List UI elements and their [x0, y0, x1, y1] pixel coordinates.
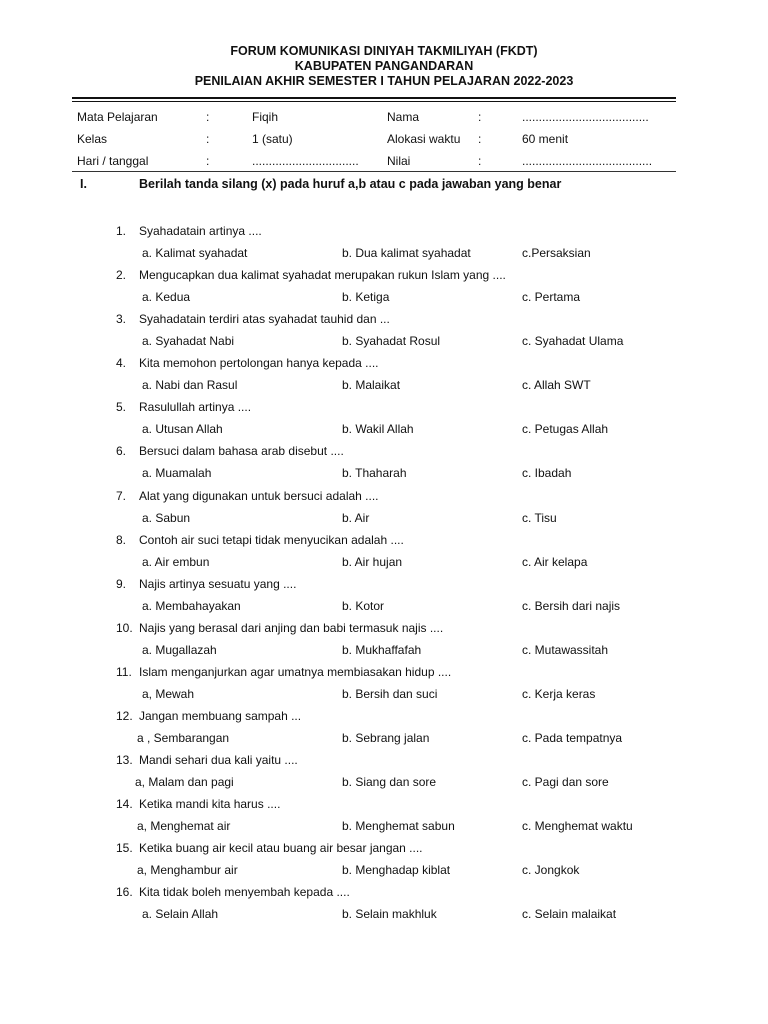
option-c[interactable]: c. Tisu — [522, 511, 557, 525]
exam-title: PENILAIAN AKHIR SEMESTER I TAHUN PELAJARAN 2022-2023 — [194, 74, 574, 88]
option-b[interactable]: b. Syahadat Rosul — [342, 334, 441, 348]
option-a[interactable]: a , Sembarangan — [137, 731, 230, 745]
question-item — [0, 753, 768, 797]
score-field[interactable]: ....................................... — [522, 154, 653, 168]
question-number: 12. — [116, 709, 133, 723]
question-item — [0, 312, 768, 356]
option-b[interactable]: b. Sebrang jalan — [342, 731, 430, 745]
question-text: Syahadatain terdiri atas syahadat tauhid dan ... — [139, 312, 390, 326]
option-a[interactable]: a. Air embun — [142, 555, 210, 569]
option-c[interactable]: c. Pagi dan sore — [522, 775, 609, 789]
question-text: Mengucapkan dua kalimat syahadat merupakan rukun Islam yang .... — [139, 268, 506, 282]
question-item — [0, 885, 768, 929]
class-colon: : — [206, 132, 210, 146]
question-text: Kita memohon pertolongan hanya kepada .... — [139, 356, 379, 370]
name-field[interactable]: ...................................... — [522, 110, 649, 124]
option-c[interactable]: c. Petugas Allah — [522, 422, 609, 436]
question-text: Jangan membuang sampah ... — [139, 709, 302, 723]
question-item — [0, 621, 768, 665]
option-c[interactable]: c. Air kelapa — [522, 555, 588, 569]
exam-header — [0, 44, 768, 89]
score-label: Nilai — [387, 154, 411, 168]
option-c[interactable]: c. Menghemat waktu — [522, 819, 633, 833]
option-b[interactable]: b. Dua kalimat syahadat — [342, 246, 471, 260]
option-c[interactable]: c. Pertama — [522, 290, 581, 304]
question-text: Islam menganjurkan agar umatnya membiasakan hidup .... — [139, 665, 452, 679]
question-text: Bersuci dalam bahasa arab disebut .... — [139, 444, 344, 458]
date-colon: : — [206, 154, 210, 168]
question-number: 6. — [116, 444, 127, 458]
option-a[interactable]: a. Sabun — [142, 511, 191, 525]
question-item — [0, 533, 768, 577]
question-number: 16. — [116, 885, 133, 899]
question-item — [0, 356, 768, 400]
option-a[interactable]: a. Kalimat syahadat — [142, 246, 248, 260]
option-a[interactable]: a. Nabi dan Rasul — [142, 378, 238, 392]
time-allocation-value: 60 menit — [522, 132, 569, 146]
question-number: 7. — [116, 489, 127, 503]
option-b[interactable]: b. Bersih dan suci — [342, 687, 438, 701]
option-b[interactable]: b. Air hujan — [342, 555, 403, 569]
question-item — [0, 841, 768, 885]
question-item — [0, 665, 768, 709]
option-b[interactable]: b. Malaikat — [342, 378, 401, 392]
section-instruction: Berilah tanda silang (x) pada huruf a,b atau c pada jawaban yang benar — [139, 177, 562, 191]
info-divider — [72, 171, 676, 172]
option-b[interactable]: b. Wakil Allah — [342, 422, 414, 436]
option-a[interactable]: a, Menghemat air — [137, 819, 231, 833]
question-number: 11. — [116, 665, 132, 679]
option-a[interactable]: a. Mugallazah — [142, 643, 217, 657]
subject-label: Mata Pelajaran — [77, 110, 158, 124]
option-c[interactable]: c. Kerja keras — [522, 687, 596, 701]
question-text: Najis artinya sesuatu yang .... — [139, 577, 297, 591]
question-item — [0, 444, 768, 488]
option-b[interactable]: b. Siang dan sore — [342, 775, 437, 789]
option-a[interactable]: a. Kedua — [142, 290, 191, 304]
question-item — [0, 400, 768, 444]
option-c[interactable]: c.Persaksian — [522, 246, 591, 260]
option-c[interactable]: c. Pada tempatnya — [522, 731, 623, 745]
subject-colon: : — [206, 110, 210, 124]
option-c[interactable]: c. Bersih dari najis — [522, 599, 621, 613]
question-text: Syahadatain artinya .... — [139, 224, 262, 238]
option-a[interactable]: a, Mewah — [142, 687, 195, 701]
question-text: Alat yang digunakan untuk bersuci adalah .... — [139, 489, 379, 503]
section-number: I. — [80, 177, 87, 191]
option-b[interactable]: b. Kotor — [342, 599, 385, 613]
question-number: 15. — [116, 841, 133, 855]
option-b[interactable]: b. Thaharah — [342, 466, 407, 480]
name-colon: : — [478, 110, 482, 124]
question-text: Mandi sehari dua kali yaitu .... — [139, 753, 298, 767]
option-a[interactable]: a. Utusan Allah — [142, 422, 223, 436]
option-a[interactable]: a, Menghambur air — [137, 863, 238, 877]
info-row-class — [0, 132, 768, 152]
header-divider-thick — [72, 97, 676, 99]
option-c[interactable]: c. Selain malaikat — [522, 907, 617, 921]
question-text: Contoh air suci tetapi tidak menyucikan adalah .... — [139, 533, 404, 547]
question-number: 8. — [116, 533, 127, 547]
question-text: Ketika mandi kita harus .... — [139, 797, 281, 811]
option-c[interactable]: c. Jongkok — [522, 863, 580, 877]
option-b[interactable]: b. Selain makhluk — [342, 907, 437, 921]
header-divider-thin — [72, 101, 676, 102]
question-number: 5. — [116, 400, 127, 414]
option-c[interactable]: c. Ibadah — [522, 466, 572, 480]
option-a[interactable]: a. Muamalah — [142, 466, 212, 480]
question-number: 1. — [116, 224, 127, 238]
regency-title: KABUPATEN PANGANDARAN — [294, 59, 474, 73]
time-allocation-colon: : — [478, 132, 482, 146]
question-item — [0, 268, 768, 312]
date-label: Hari / tanggal — [77, 154, 149, 168]
option-a[interactable]: a, Malam dan pagi — [135, 775, 234, 789]
question-item — [0, 489, 768, 533]
question-number: 14. — [116, 797, 133, 811]
name-label: Nama — [387, 110, 420, 124]
time-allocation-label: Alokasi waktu — [387, 132, 461, 146]
question-item — [0, 709, 768, 753]
score-colon: : — [478, 154, 482, 168]
class-label: Kelas — [77, 132, 108, 146]
question-item — [0, 224, 768, 268]
question-number: 2. — [116, 268, 127, 282]
option-b[interactable]: b. Air — [342, 511, 370, 525]
question-text: Ketika buang air kecil atau buang air besar jangan .... — [139, 841, 423, 855]
date-field[interactable]: ................................ — [252, 154, 359, 168]
question-text: Rasulullah artinya .... — [139, 400, 252, 414]
option-b[interactable]: b. Mukhaffafah — [342, 643, 422, 657]
question-number: 4. — [116, 356, 127, 370]
class-value: 1 (satu) — [252, 132, 293, 146]
organization-title: FORUM KOMUNIKASI DINIYAH TAKMILIYAH (FKDT) — [230, 44, 538, 58]
question-item — [0, 577, 768, 621]
option-c[interactable]: c. Mutawassitah — [522, 643, 609, 657]
option-b[interactable]: b. Menghemat sabun — [342, 819, 455, 833]
question-number: 10. — [116, 621, 133, 635]
option-c[interactable]: c. Allah SWT — [522, 378, 591, 392]
option-a[interactable]: a. Selain Allah — [142, 907, 219, 921]
question-text: Najis yang berasal dari anjing dan babi termasuk najis .... — [139, 621, 444, 635]
option-b[interactable]: b. Menghadap kiblat — [342, 863, 451, 877]
question-number: 13. — [116, 753, 133, 767]
option-a[interactable]: a. Syahadat Nabi — [142, 334, 235, 348]
option-a[interactable]: a. Membahayakan — [142, 599, 241, 613]
question-number: 9. — [116, 577, 127, 591]
question-text: Kita tidak boleh menyembah kepada .... — [139, 885, 350, 899]
subject-value: Fiqih — [252, 110, 279, 124]
question-item — [0, 797, 768, 841]
info-row-subject — [0, 110, 768, 130]
option-c[interactable]: c. Syahadat Ulama — [522, 334, 624, 348]
option-b[interactable]: b. Ketiga — [342, 290, 390, 304]
question-number: 3. — [116, 312, 127, 326]
